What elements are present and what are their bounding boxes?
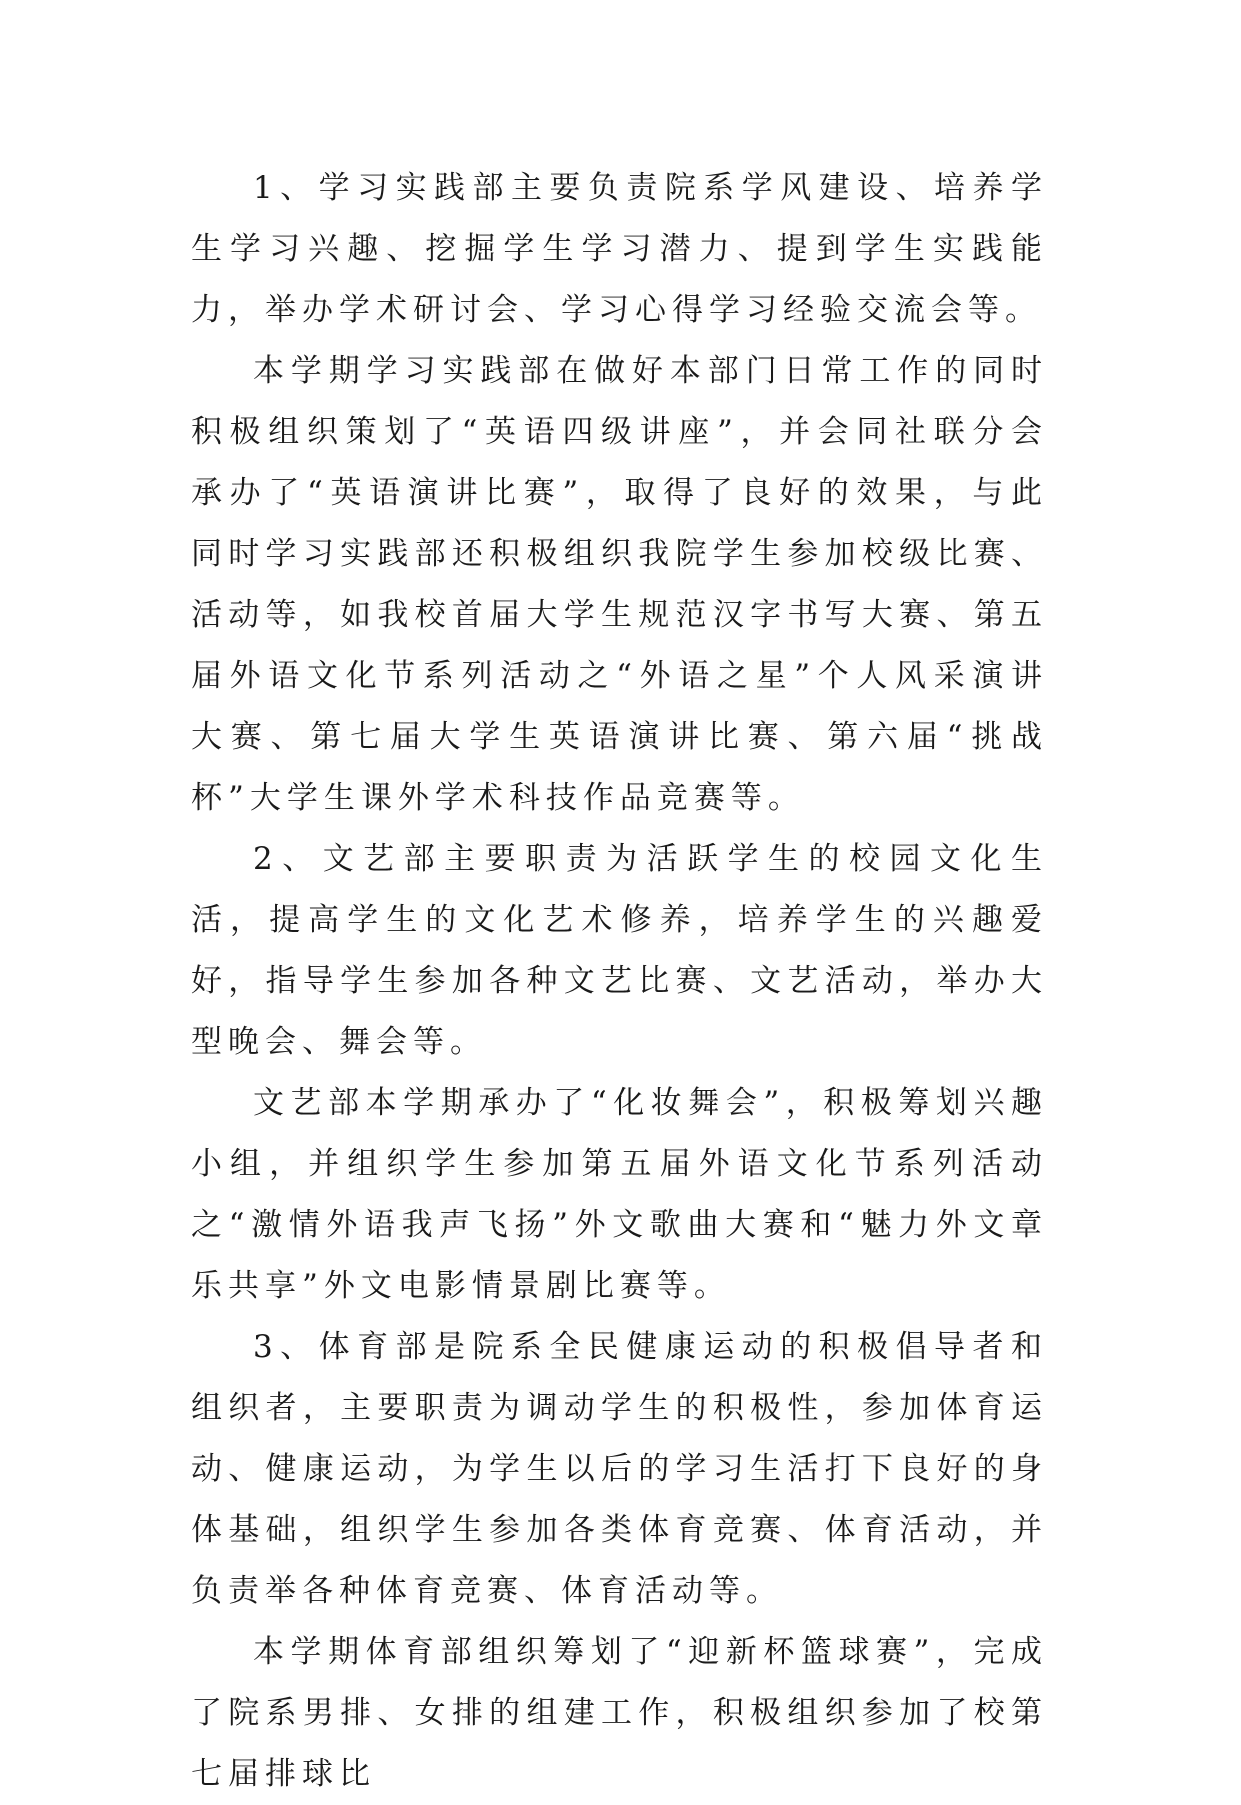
document-page	[191, 158, 1048, 1805]
paragraph-study-dept-activities: 本学期学习实践部在做好本部门日常工作的同时积极组织策划了“英语四级讲座”，并会同社联分会承办了“英语演讲比赛”，取得了良好的效果，与此同时学习实践部还积极组织我院学生参加校级比赛、活动等，如我校首届大学生规范汉字书写大赛、第五届外语文化节系列活动之“外语之星”个人风采演讲大赛、第七届大学生英语演讲比赛、第六届“挑战杯”大学生课外学术科技作品竞赛等。	[191, 353, 1048, 816]
paragraph-sports-dept-activities: 本学期体育部组织筹划了“迎新杯篮球赛”，完成了院系男排、女排的组建工作，积极组织参加了校第七届排球比	[191, 1634, 1048, 1792]
paragraph-arts-dept-activities: 文艺部本学期承办了“化妆舞会”，积极筹划兴趣小组，并组织学生参加第五届外语文化节系列活动之“激情外语我声飞扬”外文歌曲大赛和“魅力外文章乐共享”外文电影情景剧比赛等。	[191, 1085, 1048, 1304]
paragraph-sports-dept: 3、体育部是院系全民健康运动的积极倡导者和组织者，主要职责为调动学生的积极性，参加体育运动、健康运动，为学生以后的学习生活打下良好的身体基础，组织学生参加各类体育竞赛、体育活动，并负责举各种体育竞赛、体育活动等。	[191, 1329, 1048, 1609]
paragraph-arts-dept: 2、文艺部主要职责为活跃学生的校园文化生活，提高学生的文化艺术修养，培养学生的兴趣爱好，指导学生参加各种文艺比赛、文艺活动，举办大型晚会、舞会等。	[191, 841, 1048, 1060]
paragraph-study-dept: 1、学习实践部主要负责院系学风建设、培养学生学习兴趣、挖掘学生学习潜力、提到学生实践能力，举办学术研讨会、学习心得学习经验交流会等。	[191, 170, 1048, 328]
